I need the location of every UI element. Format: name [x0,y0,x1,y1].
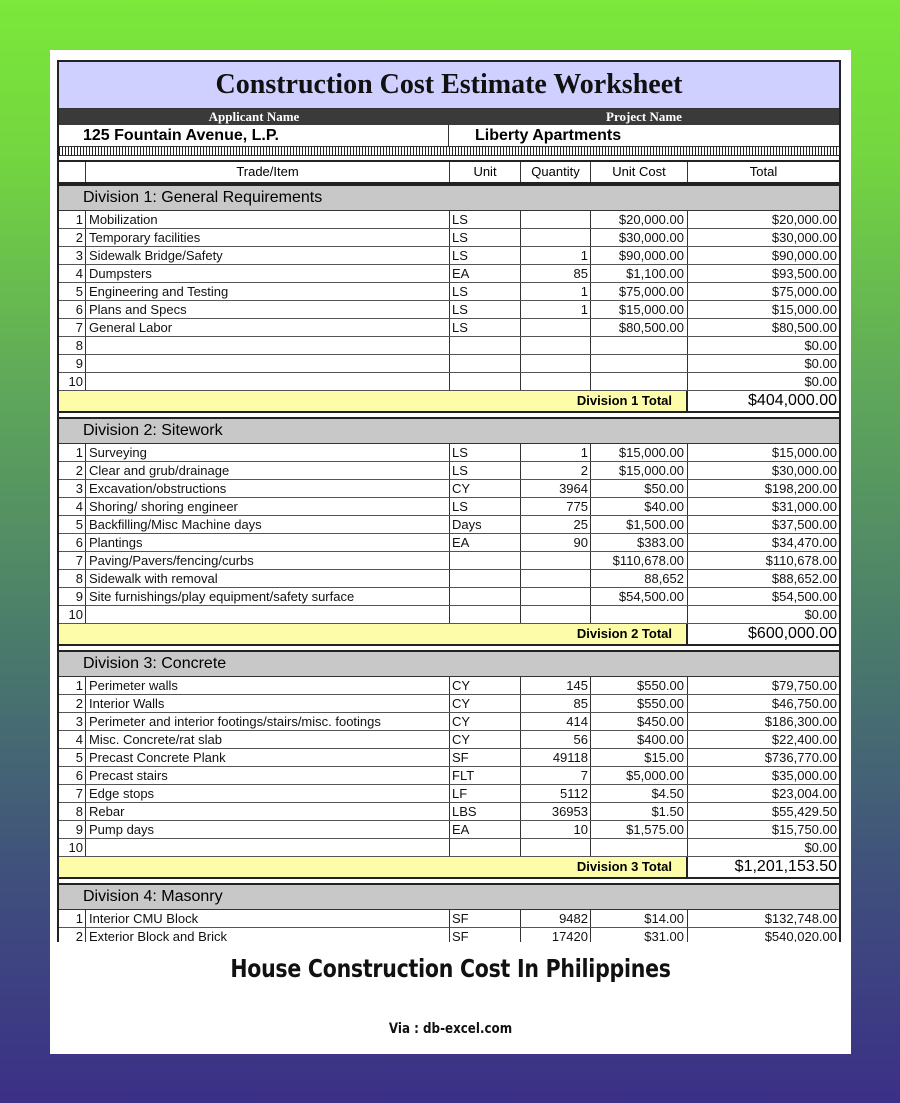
table-row [59,713,839,731]
row-total: $46,750.00 [771,696,837,711]
table-row [59,767,839,785]
column-header-row [59,160,839,184]
row-item: Exterior Block and Brick [86,928,450,942]
row-total: $132,748.00 [764,911,837,926]
row-quantity [521,373,591,390]
row-unit: EA [450,534,521,551]
row-unit: CY [450,480,521,497]
row-total: $54,500.00 [771,589,837,604]
row-total: $90,000.00 [771,248,837,263]
row-unit-cost: $15,000.00 [591,444,688,461]
row-quantity: 85 [521,265,591,282]
table-row [59,265,839,283]
row-total: $93,500.00 [771,266,837,281]
row-quantity: 25 [521,516,591,533]
row-unit: EA [450,265,521,282]
row-unit: LS [450,283,521,300]
row-number: 4 [59,731,86,748]
row-number: 10 [59,606,86,623]
row-unit: CY [450,677,521,694]
row-quantity [521,211,591,228]
row-quantity: 17420 [521,928,591,942]
row-total: $31,000.00 [771,499,837,514]
row-total: $23,004.00 [771,786,837,801]
table-row [59,229,839,247]
table-row [59,337,839,355]
division-total-value: $600,000.00 [748,625,837,642]
row-number: 3 [59,247,86,264]
division-header: Division 4: Masonry [59,883,839,910]
row-unit: CY [450,731,521,748]
row-number: 5 [59,749,86,766]
row-quantity: 3964 [521,480,591,497]
name-value-row [59,125,839,147]
row-number: 6 [59,767,86,784]
row-unit-cost: $80,500.00 [591,319,688,336]
row-item: Plantings [86,534,450,551]
row-unit: CY [450,695,521,712]
table-row [59,910,839,928]
col-header-unit: Unit [450,162,521,182]
row-number: 1 [59,211,86,228]
row-quantity: 10 [521,821,591,838]
division-header: Division 3: Concrete [59,650,839,677]
row-total: $198,200.00 [764,481,837,496]
row-quantity: 90 [521,534,591,551]
row-unit: SF [450,928,521,942]
row-unit: LS [450,444,521,461]
table-row [59,355,839,373]
row-item: Pump days [86,821,450,838]
row-unit-cost: $75,000.00 [591,283,688,300]
division-total-value: $404,000.00 [748,392,837,409]
row-item [86,355,450,372]
row-total: $79,750.00 [771,678,837,693]
row-number: 1 [59,910,86,927]
row-unit [450,337,521,354]
row-item: Mobilization [86,211,450,228]
row-total: $110,678.00 [765,553,837,568]
row-item: Precast Concrete Plank [86,749,450,766]
row-quantity [521,229,591,246]
row-unit: LS [450,211,521,228]
caption-source: Via : db-excel.com [388,1021,513,1037]
row-quantity: 145 [521,677,591,694]
hatched-divider [59,147,839,156]
col-header-unit-cost: Unit Cost [591,162,688,182]
row-item: Interior CMU Block [86,910,450,927]
table-row [59,785,839,803]
row-item: Surveying [86,444,450,461]
row-number: 3 [59,480,86,497]
table-row [59,462,839,480]
project-name-label: Project Name [606,109,682,124]
row-total: $15,750.00 [771,822,837,837]
row-number: 2 [59,462,86,479]
row-number: 10 [59,373,86,390]
table-row [59,731,839,749]
row-quantity: 414 [521,713,591,730]
table-row [59,516,839,534]
project-name-value: Liberty Apartments [475,127,622,144]
row-quantity: 5112 [521,785,591,802]
table-row [59,283,839,301]
table-row [59,821,839,839]
row-unit [450,373,521,390]
row-unit: LS [450,301,521,318]
row-quantity: 36953 [521,803,591,820]
row-quantity: 9482 [521,910,591,927]
row-unit [450,606,521,623]
row-unit: SF [450,910,521,927]
row-unit: LS [450,462,521,479]
row-total: $186,300.00 [764,714,837,729]
row-total: $736,770.00 [764,750,837,765]
row-number: 1 [59,444,86,461]
row-unit-cost: $1,575.00 [591,821,688,838]
row-item [86,606,450,623]
row-item: Paving/Pavers/fencing/curbs [86,552,450,569]
row-unit-cost: $4.50 [591,785,688,802]
row-quantity: 7 [521,767,591,784]
row-item: Engineering and Testing [86,283,450,300]
row-unit-cost: $15,000.00 [591,462,688,479]
row-number: 4 [59,498,86,515]
table-row [59,839,839,857]
division-total-label: Division 3 Total [59,857,688,877]
row-item [86,839,450,856]
row-number: 3 [59,713,86,730]
table-row [59,803,839,821]
row-number: 9 [59,588,86,605]
row-unit-cost: $383.00 [591,534,688,551]
row-total: $0.00 [804,607,837,622]
table-row [59,444,839,462]
row-item: Precast stairs [86,767,450,784]
row-unit-cost: $54,500.00 [591,588,688,605]
worksheet-title: Construction Cost Estimate Worksheet [59,62,839,109]
row-unit-cost: $400.00 [591,731,688,748]
row-unit: CY [450,713,521,730]
row-quantity [521,355,591,372]
row-unit-cost: $50.00 [591,480,688,497]
division-total-row [59,624,839,646]
row-unit-cost: $14.00 [591,910,688,927]
row-unit-cost: $30,000.00 [591,229,688,246]
row-unit-cost: $550.00 [591,695,688,712]
table-row [59,570,839,588]
row-total: $34,470.00 [771,535,837,550]
table-row [59,606,839,624]
worksheet [57,60,841,942]
row-item: Perimeter and interior footings/stairs/misc. footings [86,713,450,730]
row-item [86,337,450,354]
division-header: Division 1: General Requirements [59,184,839,211]
row-item: Perimeter walls [86,677,450,694]
row-number: 9 [59,821,86,838]
row-number: 6 [59,301,86,318]
row-number: 1 [59,677,86,694]
row-unit-cost: $15,000.00 [591,301,688,318]
caption-title: House Construction Cost In Philippines [230,954,671,983]
row-number: 2 [59,928,86,942]
row-total: $55,429.50 [771,804,837,819]
name-header-row [59,109,839,125]
division-header: Division 2: Sitework [59,417,839,444]
row-item: Shoring/ shoring engineer [86,498,450,515]
division-total-row [59,391,839,413]
row-unit-cost: $40.00 [591,498,688,515]
row-unit-cost: $1.50 [591,803,688,820]
row-unit: SF [450,749,521,766]
row-unit-cost: $110,678.00 [591,552,688,569]
table-row [59,534,839,552]
row-quantity [521,337,591,354]
row-unit-cost: $20,000.00 [591,211,688,228]
row-unit-cost [591,337,688,354]
row-item: Misc. Concrete/rat slab [86,731,450,748]
row-quantity: 1 [521,283,591,300]
row-quantity [521,606,591,623]
row-number: 8 [59,337,86,354]
row-item: Interior Walls [86,695,450,712]
division-total-value: $1,201,153.50 [734,858,837,875]
division-total-label: Division 1 Total [59,391,688,411]
applicant-name-value: 125 Fountain Avenue, L.P. [59,125,449,146]
row-unit [450,570,521,587]
row-unit-cost: $5,000.00 [591,767,688,784]
row-item: Excavation/obstructions [86,480,450,497]
table-row [59,695,839,713]
row-unit-cost [591,355,688,372]
row-total: $22,400.00 [771,732,837,747]
row-number: 7 [59,785,86,802]
row-item: Backfilling/Misc Machine days [86,516,450,533]
row-quantity: 2 [521,462,591,479]
row-item: General Labor [86,319,450,336]
row-total: $540,020.00 [764,929,837,942]
divisions-container [59,184,839,942]
table-row [59,373,839,391]
row-unit-cost: $31.00 [591,928,688,942]
row-unit-cost: $550.00 [591,677,688,694]
row-unit: Days [450,516,521,533]
row-unit-cost: $90,000.00 [591,247,688,264]
row-unit-cost: $15.00 [591,749,688,766]
row-total: $30,000.00 [771,463,837,478]
row-unit-cost: $1,100.00 [591,265,688,282]
row-number: 7 [59,552,86,569]
row-unit: FLT [450,767,521,784]
row-number: 2 [59,229,86,246]
row-total: $75,000.00 [771,284,837,299]
row-item: Plans and Specs [86,301,450,318]
row-number: 7 [59,319,86,336]
row-quantity: 1 [521,247,591,264]
row-item [86,373,450,390]
row-total: $80,500.00 [771,320,837,335]
col-header-item: Trade/Item [86,162,450,182]
row-number: 10 [59,839,86,856]
row-total: $15,000.00 [771,302,837,317]
row-unit: LS [450,319,521,336]
row-item: Temporary facilities [86,229,450,246]
table-row [59,319,839,337]
table-row [59,480,839,498]
row-item: Sidewalk Bridge/Safety [86,247,450,264]
table-row [59,498,839,516]
row-number: 5 [59,283,86,300]
table-row [59,301,839,319]
row-item: Clear and grub/drainage [86,462,450,479]
row-number: 8 [59,570,86,587]
row-quantity: 775 [521,498,591,515]
row-quantity [521,319,591,336]
row-unit: EA [450,821,521,838]
row-number: 8 [59,803,86,820]
row-quantity [521,552,591,569]
row-total: $30,000.00 [771,230,837,245]
col-header-number [59,162,86,182]
row-number: 2 [59,695,86,712]
row-quantity: 85 [521,695,591,712]
table-row [59,749,839,767]
row-total: $15,000.00 [771,445,837,460]
row-total: $88,652.00 [771,571,837,586]
row-quantity [521,588,591,605]
row-item: Sidewalk with removal [86,570,450,587]
row-number: 6 [59,534,86,551]
row-unit: LS [450,498,521,515]
row-unit [450,355,521,372]
col-header-quantity: Quantity [521,162,591,182]
table-row [59,247,839,265]
row-quantity: 1 [521,301,591,318]
table-row [59,552,839,570]
row-unit-cost [591,373,688,390]
row-number: 5 [59,516,86,533]
row-total: $0.00 [804,356,837,371]
row-quantity [521,570,591,587]
row-total: $0.00 [804,374,837,389]
row-total: $0.00 [804,338,837,353]
row-unit-cost [591,839,688,856]
row-unit-cost: $1,500.00 [591,516,688,533]
row-item: Edge stops [86,785,450,802]
row-unit: LF [450,785,521,802]
row-unit [450,552,521,569]
table-row [59,928,839,942]
row-unit: LBS [450,803,521,820]
table-row [59,677,839,695]
division-total-label: Division 2 Total [59,624,688,644]
row-total: $20,000.00 [771,212,837,227]
row-unit: LS [450,229,521,246]
row-unit-cost [591,606,688,623]
table-row [59,211,839,229]
row-item: Site furnishings/play equipment/safety surface [86,588,450,605]
row-number: 9 [59,355,86,372]
row-item: Rebar [86,803,450,820]
row-total: $35,000.00 [771,768,837,783]
row-unit [450,588,521,605]
row-unit-cost: $450.00 [591,713,688,730]
row-item: Dumpsters [86,265,450,282]
applicant-name-label: Applicant Name [208,109,300,124]
col-header-total: Total [749,164,778,179]
row-unit [450,839,521,856]
row-total: $0.00 [804,840,837,855]
row-number: 4 [59,265,86,282]
table-row [59,588,839,606]
row-unit: LS [450,247,521,264]
row-quantity: 56 [521,731,591,748]
division-total-row [59,857,839,879]
row-quantity [521,839,591,856]
row-quantity: 49118 [521,749,591,766]
row-unit-cost: 88,652 [591,570,688,587]
caption [50,948,851,1037]
row-total: $37,500.00 [771,517,837,532]
row-quantity: 1 [521,444,591,461]
